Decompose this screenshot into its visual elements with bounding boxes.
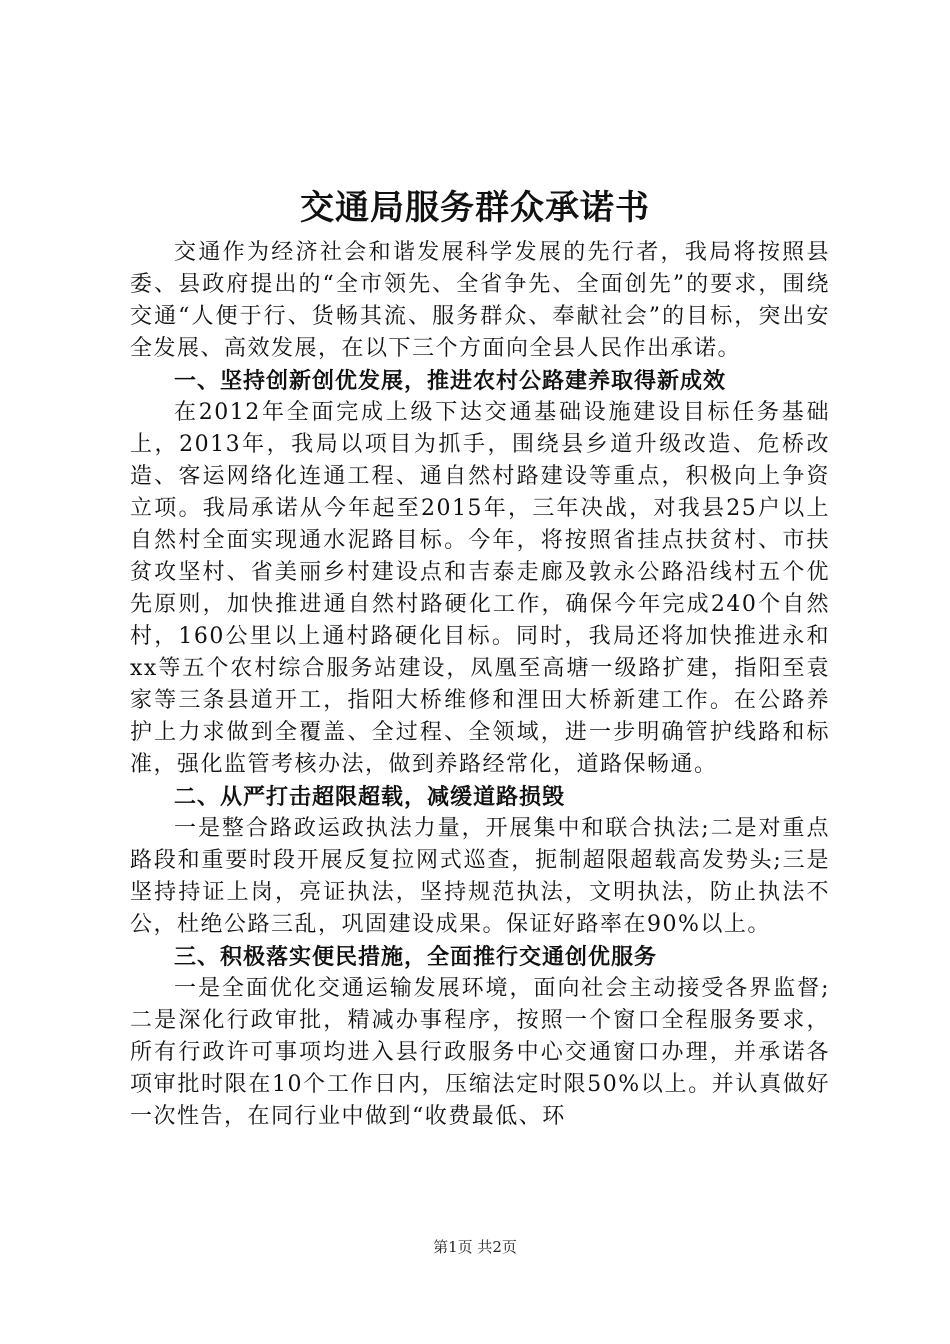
page-footer: 第1页 共2页 [433,1238,517,1256]
intro-paragraph: 交通作为经济社会和谐发展科学发展的先行者，我局将按照县委、县政府提出的“全市领先、全省争先、全面创先”的要求，围绕交通“人便于行、货畅其流、服务群众、奉献社会”的目标，突出安全发展、高效发展，在以下三个方面向全县人民作出承诺。 [130,240,830,361]
document-title: 交通局服务群众承诺书 [300,188,650,228]
section-paragraph-3: 一是全面优化交通运输发展环境，面向社会主动接受各界监督;二是深化行政审批，精减办事程序，按照一个窗口全程服务要求，所有行政许可事项均进入县行政服务中心交通窗口办理，并承诺各项审批时限在10个工作日内，压缩法定时限50%以上。并认真做好一次性告，在同行业中做到“收费最低、环 [130,976,830,1129]
section-heading-2: 二、从严打击超限超载，减缓道路损毁 [174,784,566,810]
section-heading-1: 一、坚持创新创优发展，推进农村公路建养取得新成效 [174,368,727,394]
section-paragraph-2: 一是整合路政运政执法力量，开展集中和联合执法;二是对重点路段和重要时段开展反复拉网式巡查，扼制超限超载高发势头;三是坚持持证上岗，亮证执法，坚持规范执法，文明执法，防止执法不公，杜绝公路三乱，巩固建设成果。保证好路率在90%以上。 [130,816,830,937]
section-paragraph-1: 在2012年全面完成上级下达交通基础设施建设目标任务基础上，2013年，我局以项目为抓手，围绕县乡道升级改造、危桥改造、客运网络化连通工程、通自然村路建设等重点，积极向上争资立项。我局承诺从今年起至2015年，三年决战，对我县25户以上自然村全面实现通水泥路目标。今年，将按照省挂点扶贫村、市扶贫攻坚村、省美丽乡村建设点和吉泰走廊及敦永公路沿线村五个优先原则，加快推进通自然村路硬化工作，确保今年完成240个自然村，160公里以上通村路硬化目标。同时，我局还将加快推进永和xx等五个农村综合服务站建设，凤凰至高塘一级路扩建，指阳至袁家等三条县道开工，指阳大桥维修和浬田大桥新建工作。在公路养护上力求做到全覆盖、全过程、全领域，进一步明确管护线路和标准，强化监管考核办法，做到养路经常化，道路保畅通。 [130,400,830,777]
section-heading-3: 三、积极落实便民措施，全面推行交通创优服务 [174,944,658,970]
document-body [130,237,830,1133]
